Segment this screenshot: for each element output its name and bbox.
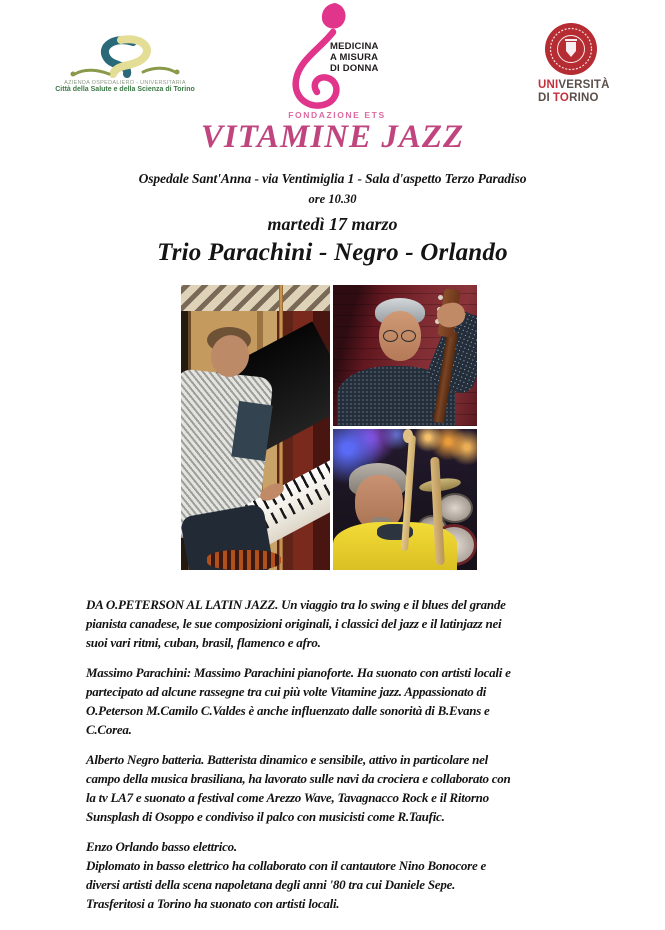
- hospital-logo: [52, 34, 198, 93]
- university-wordmark-line2: [538, 92, 638, 105]
- page-title: VITAMINE JAZZ: [200, 119, 465, 155]
- description: [86, 595, 591, 924]
- uni-gray-part: VERSITÀ: [558, 79, 610, 91]
- foundation-logo: [283, 2, 413, 110]
- description-line: campo della musica brasiliana, ha lavorato sulle navi da crociera e collaborato con: [86, 771, 511, 786]
- description-line: DA O.PETERSON AL LATIN JAZZ. Un viaggio tra lo swing e il blues del grande: [86, 597, 506, 612]
- description-paragraph: [86, 663, 591, 739]
- description-line: Alberto Negro batteria. Batterista dinamico e sensibile, attivo in particolare nel: [86, 752, 488, 767]
- hospital-logo-line2: Città della Salute e della Scienza di Torino: [55, 86, 195, 93]
- foundation-text-line3: DI DONNA: [330, 63, 379, 74]
- glasses-right-lens: [401, 330, 416, 342]
- photo-drummer: [333, 429, 477, 570]
- di-part: DI: [538, 91, 550, 104]
- uni-red-part: UNI: [538, 79, 559, 91]
- description-paragraph: [86, 837, 591, 913]
- description-line: Trasferitosi a Torino ha suonato con artisti locali.: [86, 896, 340, 911]
- description-line: Massimo Parachini: Massimo Parachini pianoforte. Ha suonato con artisti locali e: [86, 665, 511, 680]
- photo-bassist: [333, 285, 477, 426]
- foundation-logo-text: [330, 41, 379, 74]
- patterned-floor: [207, 550, 281, 570]
- description-line: suoi vari ritmi, cuban, brasil, flamenco e afro.: [86, 635, 321, 650]
- university-wordmark-line1: [538, 79, 638, 92]
- description-line: Diplomato in basso elettrico ha collaborato con il cantautore Nino Bonocore e: [86, 858, 487, 873]
- time-line: ore 10.30: [308, 192, 357, 206]
- description-paragraph: [86, 750, 591, 826]
- foundation-text-line2: A MISURA: [330, 52, 379, 63]
- description-line: la tv LA7 e suonato a festival come Arezzo Wave, Tavagnacco Rock e il Ritorno: [86, 790, 489, 805]
- ceiling-pattern: [181, 285, 330, 311]
- fondazione-ets-label: FONDAZIONE ETS: [288, 110, 386, 120]
- university-logo: [538, 22, 638, 104]
- venue-line: Ospedale Sant'Anna - via Ventimiglia 1 - Sala d'aspetto Terzo Paradiso: [138, 171, 527, 186]
- to-red-part: TO: [552, 91, 570, 104]
- description-line: C.Corea.: [86, 722, 132, 737]
- university-wordmark: [538, 79, 638, 104]
- university-seal-icon: [544, 22, 598, 76]
- photo-pianist: [181, 285, 330, 570]
- foundation-text-line1: MEDICINA: [330, 41, 379, 52]
- hospital-ribbon-icon: [55, 34, 195, 80]
- description-line: diversi artisti della scena napoletana degli anni '80 tra cui Daniele Sepe.: [86, 877, 456, 892]
- description-paragraph: [86, 595, 591, 652]
- rino-part: RINO: [569, 91, 599, 104]
- glasses-left-lens: [383, 330, 398, 342]
- event-date: martedì 17 marzo: [267, 214, 398, 234]
- event-title: Trio Parachini - Negro - Orlando: [157, 239, 508, 266]
- bass-tuner: [438, 295, 443, 300]
- description-line: Sunsplash di Osoppo e condiviso il palco con musicisti come R.Taufic.: [86, 809, 445, 824]
- description-line: Enzo Orlando basso elettrico.: [86, 839, 237, 854]
- description-line: partecipato ad alcune rassegne tra cui più volte Vitamine jazz. Appassionato di: [86, 684, 487, 699]
- description-line: pianista canadese, le sue composizioni originali, i classici del jazz e il latinjazz nei: [86, 616, 502, 631]
- photo-collage: [181, 285, 477, 570]
- description-line: O.Peterson M.Camilo C.Valdes è anche influenzato dalle sonorità di B.Evans e: [86, 703, 490, 718]
- hospital-logo-line1: AZIENDA OSPEDALIERO - UNIVERSITARIA: [64, 80, 186, 86]
